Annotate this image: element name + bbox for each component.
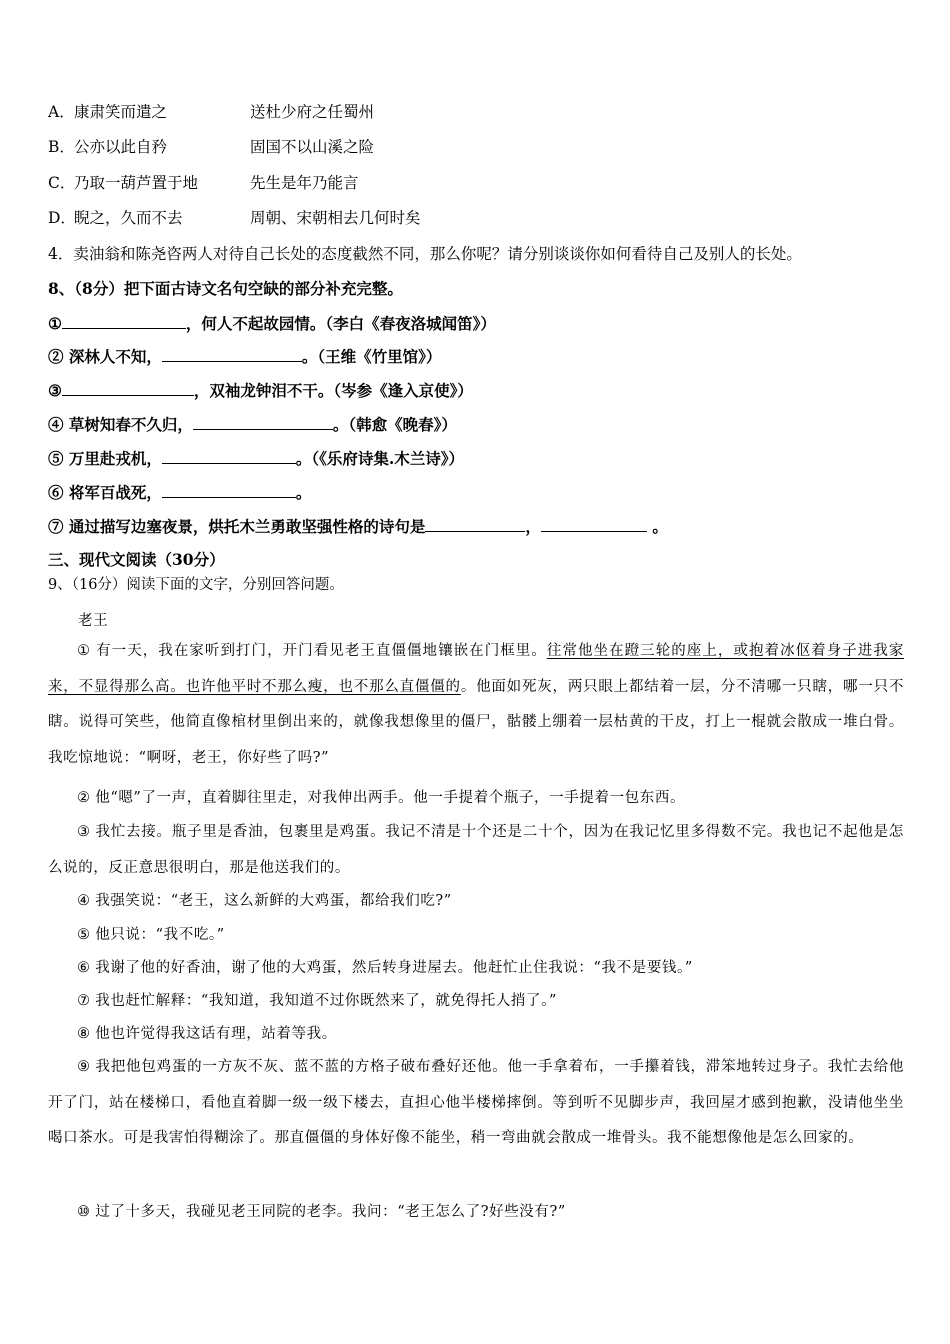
fill-item-prefix: ⑦ 通过描写边塞夜景，烘托木兰勇敢坚强性格的诗句是 <box>48 517 426 536</box>
option-text-right: 送杜少府之任蜀州 <box>250 103 375 121</box>
article-paragraph-9 <box>48 1050 904 1157</box>
paragraph-text: 我也赶忙解释：“我知道，我知道不过你既然来了，就免得托人捎了。” <box>95 993 557 1009</box>
fill-item-5 <box>48 448 464 469</box>
fill-item-7 <box>48 516 668 537</box>
paragraph-number: ⑤ <box>77 927 90 943</box>
article-paragraph-7 <box>48 984 904 1020</box>
article-paragraph-3 <box>48 815 904 886</box>
option-text-left: 公亦以此自矜 <box>74 138 168 156</box>
fill-item-suffix: 。 <box>646 517 668 536</box>
answer-blank[interactable] <box>62 313 186 329</box>
fill-item-3 <box>48 380 473 401</box>
answer-blank[interactable] <box>425 516 525 532</box>
fill-item-suffix: 。（韩愈《晚春》） <box>332 415 457 434</box>
fill-item-suffix: 。（王维《竹里馆》） <box>301 347 442 366</box>
paragraph-text: 我把他包鸡蛋的一方灰不灰、蓝不蓝的方格子破布叠好还他。他一手拿着布，一手攥着钱，滞笨地转过身子。我忙去给他开了门，站在楼梯口，看他直着脚一级一级下楼去，直担心他半楼梯摔倒。等到听不见脚步声，我回屋才感到抱歉，没请他坐坐喝口茶水。可是我害怕得糊涂了。那直僵僵的身体好像不能坐，稍一弯曲就会散成一堆骨头。我不能想像他是怎么回家的。 <box>48 1059 904 1146</box>
fill-item-4 <box>48 414 457 435</box>
paragraph-text: 我忙去接。瓶子里是香油，包裹里是鸡蛋。我记不清是十个还是二十个，因为在我记忆里多得数不完。我也记不起他是怎么说的，反正意思很明白，那是他送我们的。 <box>48 824 904 876</box>
option-text-right: 周朝、宋朝相去几何时矣 <box>250 209 421 227</box>
paragraph-text: 他只说：“我不吃。” <box>95 927 225 943</box>
article-paragraph-1 <box>48 634 904 776</box>
fill-item-prefix: ⑤ 万里赴戎机， <box>48 449 162 468</box>
fill-item-suffix: ，何人不起故园情。（李白《春夜洛城闻笛》） <box>185 314 496 333</box>
paragraph-text: 有一天，我在家听到打门，开门看见老王直僵僵地镶嵌在门框里。 <box>96 643 547 659</box>
fill-item-suffix: 。（《乐府诗集.木兰诗》） <box>295 449 465 468</box>
question-8-heading: 8、（8分）把下面古诗文名句空缺的部分补充完整。 <box>48 279 403 298</box>
paragraph-number: ④ <box>77 893 90 909</box>
paragraph-text: 他“嗯”了一声，直着脚往里走，对我伸出两手。他一手提着个瓶子，一手提着一包东西。 <box>95 790 686 806</box>
paragraph-number: ② <box>77 790 90 806</box>
option-label: B． <box>48 138 75 156</box>
fill-item-prefix: ③ <box>48 381 62 400</box>
option-text-left: 乃取一葫芦置于地 <box>74 174 199 192</box>
option-text-left: 睨之，久而不去 <box>74 209 183 227</box>
question-4: 4．卖油翁和陈尧咨两人对待自己长处的态度截然不同，那么你呢？请分别谈谈你如何看待自己及别人的长处。 <box>48 245 802 263</box>
paragraph-number: ① <box>77 643 91 659</box>
option-label: D． <box>48 209 76 227</box>
fill-item-separator: ， <box>525 517 541 536</box>
fill-item-prefix: ① <box>48 314 62 333</box>
answer-blank[interactable] <box>162 346 302 362</box>
article-paragraph-2 <box>48 781 904 817</box>
option-text-right: 固国不以山溪之险 <box>250 138 375 156</box>
option-label: C． <box>48 174 76 192</box>
section-3-heading: 三、现代文阅读（30分） <box>48 550 225 569</box>
fill-item-1 <box>48 313 496 334</box>
fill-item-prefix: ⑥ 将军百战死， <box>48 483 162 502</box>
fill-item-suffix: ，双袖龙钟泪不干。（岑参《逢入京使》） <box>193 381 473 400</box>
fill-item-suffix: 。 <box>295 483 312 502</box>
paragraph-text: 我强笑说：“老王，这么新鲜的大鸡蛋，都给我们吃?” <box>95 893 452 909</box>
option-text-right: 先生是年乃能言 <box>250 174 359 192</box>
answer-blank[interactable] <box>162 482 296 498</box>
paragraph-number: ⑧ <box>77 1026 90 1042</box>
paragraph-text: 过了十多天，我碰见老王同院的老李。我问：“老王怎么了?好些没有?” <box>95 1204 566 1220</box>
article-paragraph-4 <box>48 884 904 920</box>
article-paragraph-5 <box>48 918 904 954</box>
fill-item-prefix: ② 深林人不知， <box>48 347 162 366</box>
fill-item-2 <box>48 346 441 367</box>
paragraph-number: ⑥ <box>77 960 90 976</box>
fill-item-6 <box>48 482 311 503</box>
article-title: 老王 <box>78 613 109 629</box>
paragraph-text: 他也许觉得我这话有理，站着等我。 <box>95 1026 337 1042</box>
answer-blank[interactable] <box>193 414 333 430</box>
paragraph-text: 我谢了他的好香油，谢了他的大鸡蛋，然后转身进屋去。他赶忙止住我说：“我不是要钱。” <box>95 960 693 976</box>
paragraph-number: ⑦ <box>77 993 90 1009</box>
answer-blank[interactable] <box>541 516 647 532</box>
paragraph-number: ⑨ <box>77 1059 91 1075</box>
option-label: A． <box>48 103 75 121</box>
option-text-left: 康肃笑而遣之 <box>74 103 168 121</box>
paragraph-text: 。他面如死灰，两只眼上都结着一层，分不清哪一只瞎，哪一只不瞎。说得可笑些，他简直像棺材里倒出来的，就像我想像里的僵尸，骷髅上绷着一层枯黄的干皮，打上一棍就会散成一堆白骨。我吃惊地说：“啊呀，老王，你好些了吗?” <box>48 678 904 766</box>
answer-blank[interactable] <box>62 380 194 396</box>
underlined-sentence: 往常他坐在蹬三轮的座上，或抱着冰伛着身子进我家来，不显得那么高。也许他平时不那么瘦，也不那么直僵僵的 <box>48 643 904 695</box>
article-paragraph-10 <box>48 1195 904 1231</box>
answer-blank[interactable] <box>162 448 296 464</box>
fill-item-prefix: ④ 草树知春不久归， <box>48 415 193 434</box>
article-paragraph-6 <box>48 951 904 987</box>
paragraph-number: ⑩ <box>77 1204 90 1220</box>
paragraph-number: ③ <box>77 824 91 840</box>
article-paragraph-8 <box>48 1017 904 1053</box>
question-9-heading: 9、（16分）阅读下面的文字，分别回答问题。 <box>48 577 344 593</box>
